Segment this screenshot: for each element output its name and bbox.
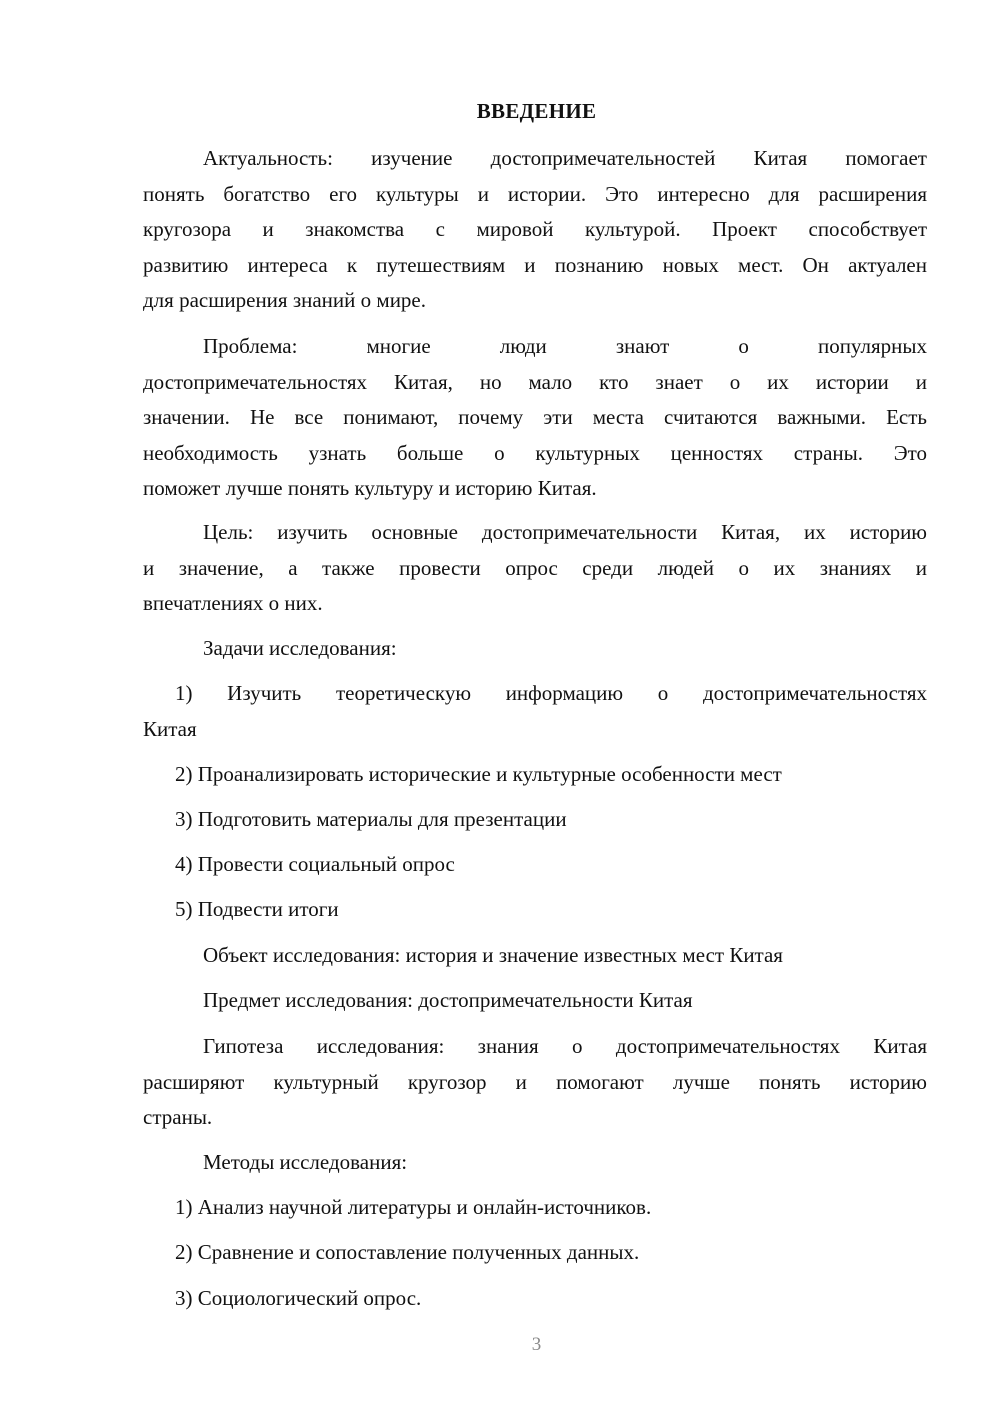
problem-line: Проблема: многие люди знают о популярных: [203, 334, 927, 358]
task-item-line: 1) Изучить теоретическую информацию о достопримечательностях: [175, 681, 927, 705]
method-item-1: [143, 1190, 927, 1226]
research-subject-text: Предмет исследования: достопримечательности Китая: [203, 988, 693, 1012]
problem-line: значении. Не все понимают, почему эти места считаются важными. Есть: [143, 405, 927, 429]
task-item-4: [143, 847, 927, 883]
methods-title-text: Методы исследования:: [203, 1150, 408, 1174]
research-subject: [143, 983, 927, 1019]
method-item-text: 2) Сравнение и сопоставление полученных данных.: [175, 1240, 640, 1264]
method-item-3: [143, 1281, 927, 1317]
research-object: [143, 938, 927, 974]
hypothesis-line: Гипотеза исследования: знания о достопримечательностях Китая: [203, 1034, 927, 1058]
method-item-text: 3) Социологический опрос.: [175, 1286, 422, 1310]
relevance-line: развитию интереса к путешествиям и познанию новых мест. Он актуален: [143, 252, 927, 277]
task-item-2: [143, 757, 927, 793]
hypothesis-line: расширяют культурный кругозор и помогают лучше понять историю: [143, 1069, 927, 1094]
task-item-text: 3) Подготовить материалы для презентации: [175, 807, 567, 831]
relevance-line: кругозора и знакомства с мировой культурой. Проект способствует: [143, 217, 927, 241]
goal-line: и значение, а также провести опрос среди людей о их знаниях и: [143, 555, 927, 580]
methods-title: [143, 1145, 927, 1181]
method-item-2: [143, 1235, 927, 1271]
task-item-line: Китая: [143, 716, 197, 741]
relevance-paragraph: [143, 141, 927, 319]
task-item-1: [143, 676, 927, 747]
problem-paragraph: [143, 329, 927, 507]
research-object-text: Объект исследования: история и значение известных мест Китая: [203, 943, 783, 967]
problem-line: необходимость узнать больше о культурных ценностях страны. Это: [143, 440, 927, 465]
problem-line: поможет лучше понять культуру и историю Китая.: [143, 476, 597, 500]
task-item-text: 4) Провести социальный опрос: [175, 852, 455, 876]
task-item-5: [143, 892, 927, 928]
relevance-line: понять богатство его культуры и истории. Это интересно для расширения: [143, 181, 927, 206]
goal-paragraph: [143, 515, 927, 622]
page-number: 3: [531, 1334, 542, 1355]
task-item-text: 2) Проанализировать исторические и культурные особенности мест: [175, 762, 782, 786]
relevance-line: Актуальность: изучение достопримечательностей Китая помогает: [203, 146, 927, 170]
relevance-line: для расширения знаний о мире.: [143, 288, 426, 312]
goal-line: Цель: изучить основные достопримечательности Китая, их историю: [203, 520, 927, 544]
task-item-text: 5) Подвести итоги: [175, 897, 339, 921]
page-title: ВВЕДЕНИЕ: [476, 99, 597, 123]
tasks-title: [143, 631, 927, 667]
goal-line: впечатлениях о них.: [143, 591, 323, 615]
task-item-3: [143, 802, 927, 838]
problem-line: достопримечательностях Китая, но мало кто знает о их истории и: [143, 369, 927, 394]
hypothesis-line: страны.: [143, 1105, 213, 1129]
hypothesis-paragraph: [143, 1029, 927, 1136]
method-item-text: 1) Анализ научной литературы и онлайн-источников.: [175, 1195, 652, 1219]
tasks-title-text: Задачи исследования:: [203, 636, 397, 660]
